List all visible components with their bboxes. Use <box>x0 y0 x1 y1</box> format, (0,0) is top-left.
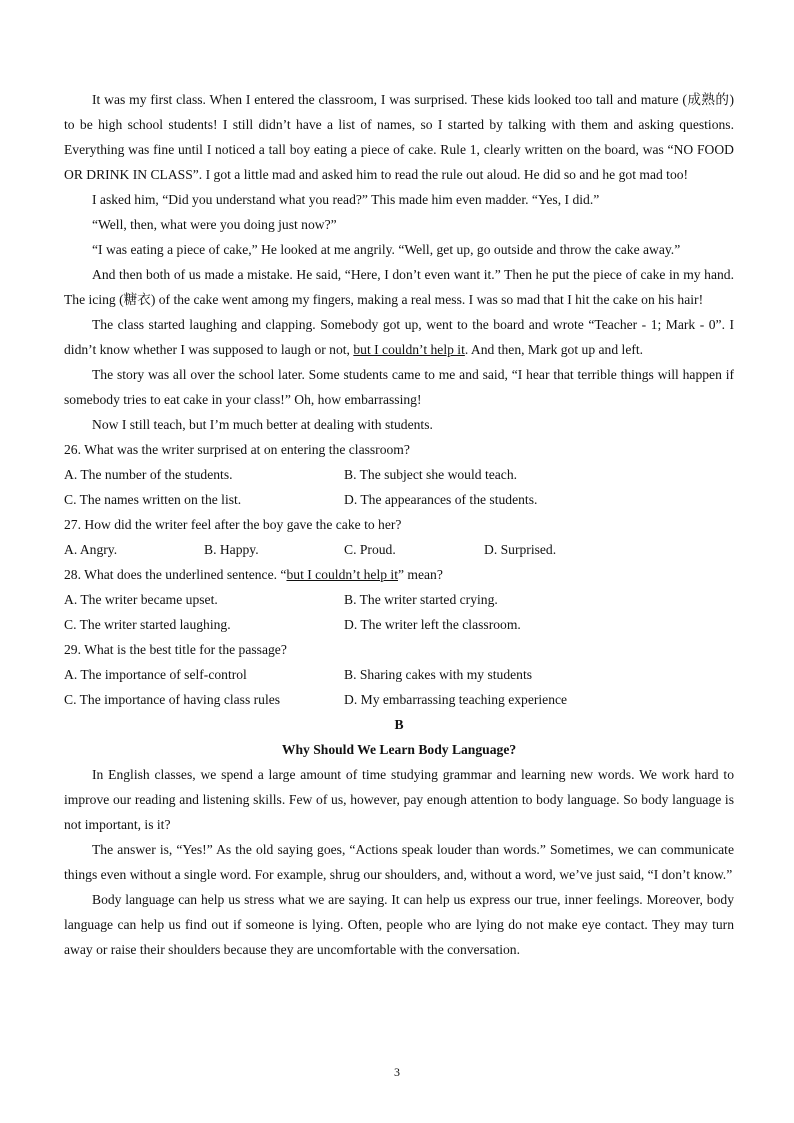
page-content <box>64 87 734 962</box>
passage-a-paragraph-3: “Well, then, what were you doing just now?” <box>92 217 337 232</box>
question-26-options-row-2 <box>64 487 734 512</box>
question-29-options-row-2 <box>64 687 734 712</box>
question-28-stem <box>64 562 734 587</box>
passage-a-paragraph-7: The story was all over the school later. Some students came to me and said, “I hear that terrible things will happen if somebody tries to eat cake in your class!” Oh, how embarrassing! <box>64 367 734 407</box>
question-29-option-c: C. The importance of having class rules <box>64 692 281 707</box>
question-26-option-a: A. The number of the students. <box>64 467 233 482</box>
question-27-option-b: B. Happy. <box>204 542 259 557</box>
section-b-label: B <box>394 717 404 732</box>
question-29-stem: 29. What is the best title for the passage? <box>64 642 287 657</box>
question-28-option-d: D. The writer left the classroom. <box>344 617 521 632</box>
question-29-option-b: B. Sharing cakes with my students <box>344 667 533 682</box>
question-28-option-c: C. The writer started laughing. <box>64 617 231 632</box>
q28-underlined-phrase: but I couldn’t help it <box>286 567 398 582</box>
underlined-sentence: but I couldn’t help it <box>353 342 465 357</box>
question-27-stem: 27. How did the writer feel after the boy gave the cake to her? <box>64 517 402 532</box>
question-28-option-b: B. The writer started crying. <box>344 592 498 607</box>
passage-b-paragraph-3: Body language can help us stress what we are saying. It can help us express our true, inner feelings. Moreover, body language can help us find out if someone is lying. Often, people who are lying do not make eye contact. They may turn away or raise their shoulders because they are uncomfortable with the conversation. <box>64 892 734 957</box>
question-27-options-row <box>64 537 734 562</box>
passage-a-paragraph-4: “I was eating a piece of cake,” He looked at me angrily. “Well, get up, go outside and throw the cake away.” <box>92 242 681 257</box>
passage-b-paragraph-2: The answer is, “Yes!” As the old saying goes, “Actions speak louder than words.” Sometimes, we can communicate things even without a single word. For example, shrug our shoulders, and, without a word, we’ve just said, “I don’t know.” <box>64 842 734 882</box>
passage-b-paragraph-1: In English classes, we spend a large amount of time studying grammar and learning new words. We work hard to improve our reading and listening skills. Few of us, however, pay enough attention to body language. So body language is not important, is it? <box>64 767 734 832</box>
question-27-option-d: D. Surprised. <box>484 542 557 557</box>
question-29-option-d: D. My embarrassing teaching experience <box>344 692 568 707</box>
page-number: 3 <box>394 1065 400 1079</box>
passage-a-paragraph-2: I asked him, “Did you understand what you read?” This made him even madder. “Yes, I did.” <box>92 192 600 207</box>
q28-stem-after: ” mean? <box>397 567 443 582</box>
question-29-option-a: A. The importance of self-control <box>64 667 247 682</box>
question-29-options-row-1 <box>64 662 734 687</box>
question-27-option-a: A. Angry. <box>64 542 118 557</box>
question-26-option-b: B. The subject she would teach. <box>344 467 518 482</box>
question-26-stem: 26. What was the writer surprised at on entering the classroom? <box>64 442 410 457</box>
question-28-options-row-1 <box>64 587 734 612</box>
passage-a-paragraph-5: And then both of us made a mistake. He said, “Here, I don’t even want it.” Then he put the piece of cake in my hand. The icing (糖衣) of the cake went among my fingers, making a real mess. I was so mad that I hit the cake on his hair! <box>64 267 734 307</box>
p6-text-after: . And then, Mark got up and left. <box>464 342 644 357</box>
passage-a-paragraph-6 <box>64 312 734 362</box>
p6-text-before: The class started laughing and clapping. Somebody got up, went to the board and wrote “Teacher - 1; Mark - 0”. I didn’t know whether I was supposed to laugh or not, <box>64 317 734 357</box>
question-26-option-c: C. The names written on the list. <box>64 492 242 507</box>
q28-stem-before: 28. What does the underlined sentence. “ <box>64 567 287 582</box>
passage-b-title: Why Should We Learn Body Language? <box>281 742 517 757</box>
question-26-options-row-1 <box>64 462 734 487</box>
passage-a-paragraph-8: Now I still teach, but I’m much better at dealing with students. <box>92 417 433 432</box>
question-28-options-row-2 <box>64 612 734 637</box>
question-27-option-c: C. Proud. <box>344 542 396 557</box>
question-26-option-d: D. The appearances of the students. <box>344 492 538 507</box>
question-28-option-a: A. The writer became upset. <box>64 592 218 607</box>
passage-a-paragraph-1: It was my first class. When I entered the classroom, I was surprised. These kids looked too tall and mature (成熟的) to be high school students! I still didn’t have a list of names, so I started by talking with them and asking questions. Everything was fine until I noticed a tall boy eating a piece of cake. Rule 1, clearly written on the board, was “NO FOOD OR DRINK IN CLASS”. I got a little mad and asked him to read the rule out aloud. He did so and he got mad too! <box>64 92 734 182</box>
